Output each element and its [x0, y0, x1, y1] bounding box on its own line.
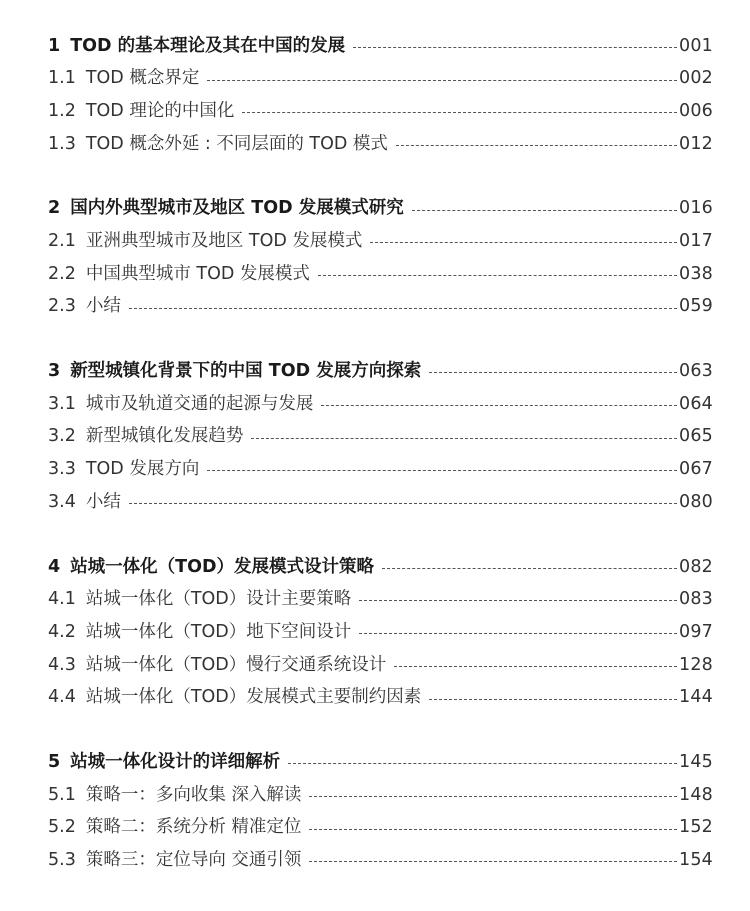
section-title: 小结: [85, 296, 121, 317]
section-title: 站城一体化（TOD）发展模式主要制约因素: [85, 687, 422, 708]
dot-leader: [359, 600, 677, 601]
section-entry[interactable]: [48, 486, 713, 519]
page-number: 064: [678, 393, 713, 414]
section-title: TOD 发展方向: [85, 459, 200, 480]
section-title: 站城一体化（TOD）地下空间设计: [85, 621, 352, 642]
page-number: 148: [678, 784, 713, 805]
dot-leader: [242, 112, 677, 113]
chapter-number: 1: [48, 35, 61, 56]
dot-leader: [429, 372, 677, 373]
chapter-number: 5: [48, 751, 61, 772]
chapter-title: 国内外典型城市及地区 TOD 发展模式研究: [70, 198, 404, 219]
dot-leader: [309, 796, 677, 797]
section-title: 策略三：定位导向 交通引领: [85, 850, 302, 871]
page-number: 001: [678, 35, 713, 56]
chapter-heading[interactable]: [48, 30, 713, 63]
dot-leader: [318, 275, 677, 276]
section-title: 小结: [85, 491, 121, 512]
page-number: 012: [678, 133, 713, 154]
page-number: 006: [678, 100, 713, 121]
section-entry[interactable]: [48, 584, 713, 617]
page-number: 097: [678, 621, 713, 642]
chapter-2: [48, 193, 713, 324]
section-title: 策略二：系统分析 精准定位: [85, 817, 302, 838]
dot-leader: [288, 763, 677, 764]
page-number: 128: [678, 654, 713, 675]
chapter-title: TOD 的基本理论及其在中国的发展: [70, 35, 346, 56]
page-number: 080: [678, 491, 713, 512]
section-title: 站城一体化（TOD）设计主要策略: [85, 589, 352, 610]
page-number: 082: [678, 556, 713, 577]
dot-leader: [382, 568, 677, 569]
chapter-heading[interactable]: [48, 746, 713, 779]
section-entry[interactable]: [48, 421, 713, 454]
section-title: TOD 概念界定: [85, 68, 200, 89]
page-number: 154: [678, 850, 713, 871]
section-number: 1.2: [48, 100, 76, 121]
page-number: 059: [678, 296, 713, 317]
section-entry[interactable]: [48, 95, 713, 128]
page-number: 145: [678, 751, 713, 772]
dot-leader: [359, 633, 677, 634]
section-entry[interactable]: [48, 63, 713, 96]
section-number: 1.3: [48, 133, 76, 154]
page-number: 083: [678, 589, 713, 610]
section-number: 4.2: [48, 621, 76, 642]
section-number: 3.2: [48, 426, 76, 447]
section-entry[interactable]: [48, 844, 713, 877]
section-number: 2.1: [48, 231, 76, 252]
dot-leader: [321, 405, 677, 406]
section-number: 3.3: [48, 459, 76, 480]
dot-leader: [429, 699, 677, 700]
section-entry[interactable]: [48, 258, 713, 291]
chapter-5: [48, 746, 713, 877]
section-entry[interactable]: [48, 225, 713, 258]
chapter-3: [48, 356, 713, 519]
section-number: 2.2: [48, 263, 76, 284]
dot-leader: [251, 438, 677, 439]
chapter-heading[interactable]: [48, 356, 713, 389]
section-entry[interactable]: [48, 454, 713, 487]
section-number: 1.1: [48, 68, 76, 89]
section-number: 3.1: [48, 393, 76, 414]
chapter-heading[interactable]: [48, 193, 713, 226]
section-title: 新型城镇化发展趋势: [85, 426, 244, 447]
section-title: TOD 概念外延 : 不同层面的 TOD 模式: [85, 133, 388, 154]
section-title: 站城一体化（TOD）慢行交通系统设计: [85, 654, 387, 675]
section-number: 5.1: [48, 784, 76, 805]
section-entry[interactable]: [48, 291, 713, 324]
dot-leader: [309, 829, 677, 830]
section-title: 策略一：多向收集 深入解读: [85, 784, 302, 805]
dot-leader: [207, 470, 677, 471]
dot-leader: [370, 242, 677, 243]
page-number: 065: [678, 426, 713, 447]
section-number: 5.3: [48, 850, 76, 871]
section-number: 4.1: [48, 589, 76, 610]
table-of-contents: [48, 30, 713, 909]
chapter-4: [48, 551, 713, 714]
chapter-heading[interactable]: [48, 551, 713, 584]
section-entry[interactable]: [48, 649, 713, 682]
dot-leader: [353, 47, 677, 48]
chapter-title: 站城一体化（TOD）发展模式设计策略: [70, 556, 375, 577]
section-title: TOD 理论的中国化: [85, 100, 235, 121]
page-number: 002: [678, 68, 713, 89]
section-title: 城市及轨道交通的起源与发展: [85, 393, 314, 414]
section-entry[interactable]: [48, 616, 713, 649]
dot-leader: [129, 308, 677, 309]
section-entry[interactable]: [48, 128, 713, 161]
dot-leader: [396, 145, 677, 146]
page-number: 038: [678, 263, 713, 284]
section-number: 3.4: [48, 491, 76, 512]
section-entry[interactable]: [48, 812, 713, 845]
page-number: 152: [678, 817, 713, 838]
section-title: 亚洲典型城市及地区 TOD 发展模式: [85, 231, 363, 252]
chapter-title: 新型城镇化背景下的中国 TOD 发展方向探索: [70, 361, 422, 382]
chapter-number: 3: [48, 361, 61, 382]
page-number: 063: [678, 361, 713, 382]
chapter-number: 4: [48, 556, 61, 577]
section-number: 4.3: [48, 654, 76, 675]
dot-leader: [309, 861, 677, 862]
section-title: 中国典型城市 TOD 发展模式: [85, 263, 310, 284]
page-number: 144: [678, 687, 713, 708]
section-number: 5.2: [48, 817, 76, 838]
section-entry[interactable]: [48, 682, 713, 715]
section-entry[interactable]: [48, 779, 713, 812]
page-number: 017: [678, 231, 713, 252]
chapter-1: [48, 30, 713, 161]
chapter-title: 站城一体化设计的详细解析: [70, 751, 281, 772]
dot-leader: [129, 503, 677, 504]
page-number: 016: [678, 198, 713, 219]
chapter-number: 2: [48, 198, 61, 219]
page-number: 067: [678, 459, 713, 480]
section-number: 4.4: [48, 687, 76, 708]
section-number: 2.3: [48, 296, 76, 317]
section-entry[interactable]: [48, 388, 713, 421]
dot-leader: [394, 666, 677, 667]
dot-leader: [207, 80, 677, 81]
dot-leader: [412, 210, 677, 211]
